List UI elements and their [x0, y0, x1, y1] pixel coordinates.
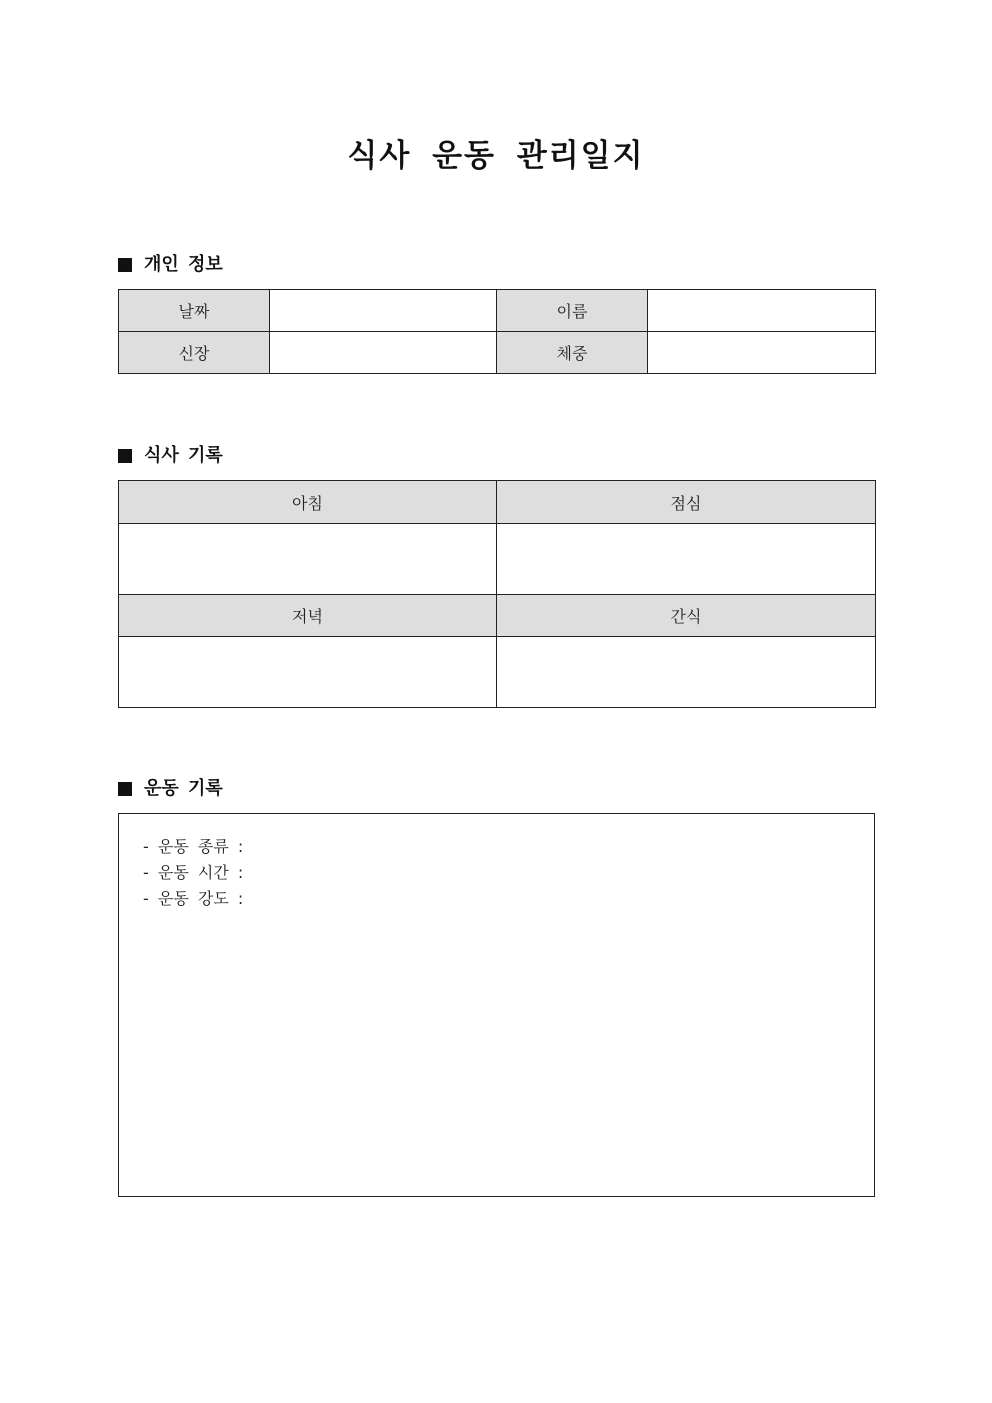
date-field[interactable] [270, 290, 497, 332]
weight-field[interactable] [648, 332, 876, 374]
meal-record-heading [118, 444, 223, 468]
personal-info-heading-text: 개인 정보 [144, 254, 223, 275]
meal-record-table [118, 480, 876, 708]
exercise-record-heading [118, 777, 223, 801]
dinner-field[interactable] [119, 637, 497, 708]
square-bullet-icon [118, 449, 132, 463]
meal-record-heading-text: 식사 기록 [144, 445, 223, 466]
personal-info-table [118, 289, 876, 374]
breakfast-label: 아침 [119, 481, 497, 524]
weight-label: 체중 [497, 332, 648, 374]
lunch-label: 점심 [497, 481, 876, 524]
exercise-record-list [143, 834, 243, 912]
exercise-duration-line: - 운동 시간 : [143, 863, 244, 882]
lunch-field[interactable] [497, 524, 876, 595]
height-field[interactable] [270, 332, 497, 374]
breakfast-field[interactable] [119, 524, 497, 595]
page-title: 식사 운동 관리일지 [347, 138, 645, 174]
exercise-record-heading-text: 운동 기록 [144, 778, 223, 799]
height-label: 신장 [119, 332, 270, 374]
name-field[interactable] [648, 290, 876, 332]
personal-info-heading [118, 253, 223, 277]
date-label: 날짜 [119, 290, 270, 332]
snack-field[interactable] [497, 637, 876, 708]
square-bullet-icon [118, 258, 132, 272]
name-label: 이름 [497, 290, 648, 332]
dinner-label: 저녁 [119, 595, 497, 637]
exercise-intensity-line: - 운동 강도 : [143, 889, 244, 908]
square-bullet-icon [118, 782, 132, 796]
exercise-type-line: - 운동 종류 : [143, 837, 244, 856]
snack-label: 간식 [497, 595, 876, 637]
exercise-record-box[interactable] [118, 813, 875, 1197]
